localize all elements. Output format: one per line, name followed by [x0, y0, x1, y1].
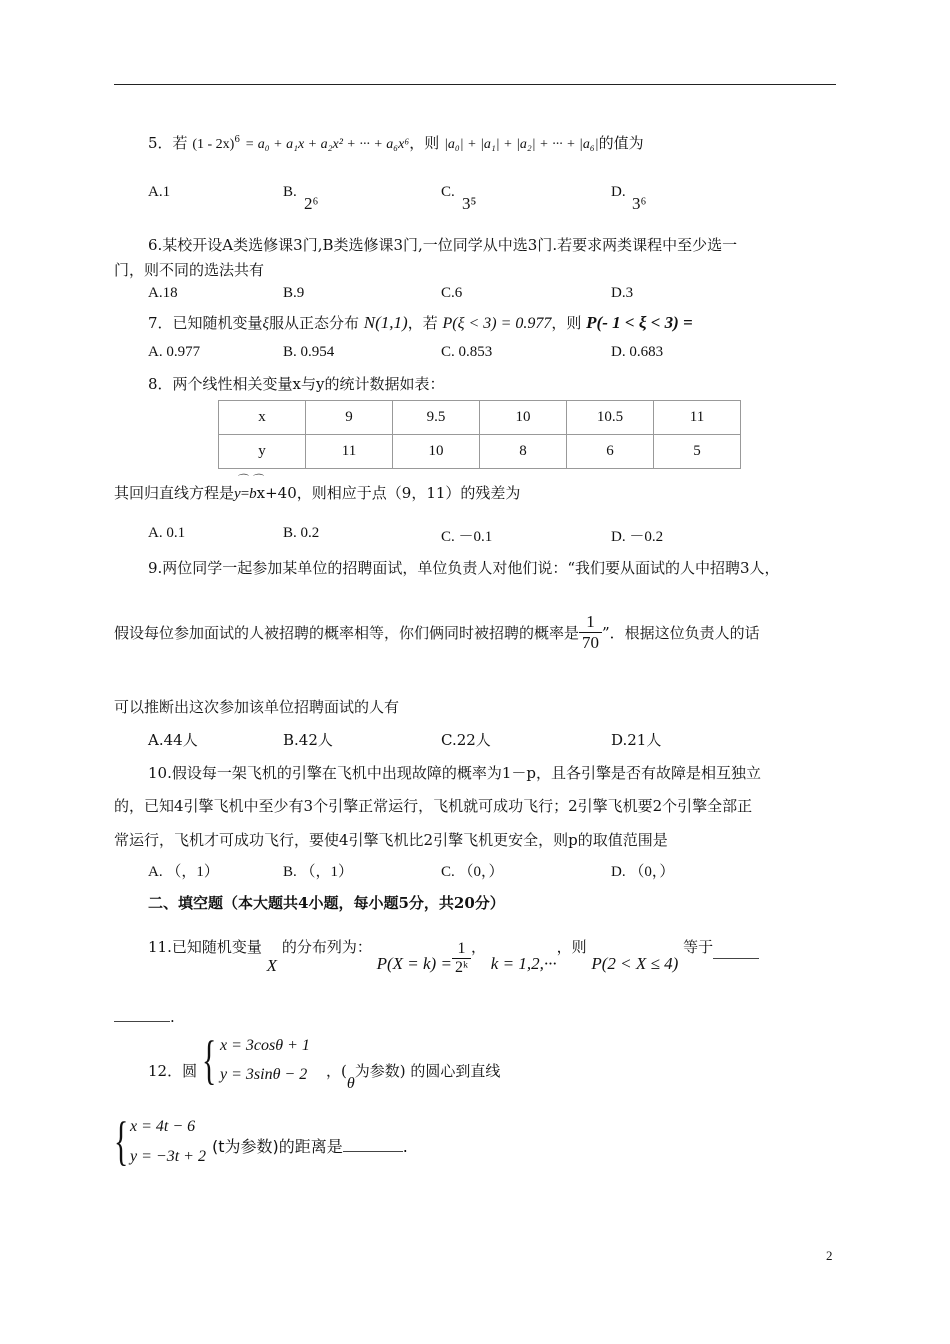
- q8-intro: 8．两个线性相关变量x与y的统计数据如表：: [148, 375, 445, 393]
- q11-continuation: .: [114, 1008, 175, 1026]
- q5-suffix: 的值为: [598, 134, 644, 152]
- q9-line1: 9.两位同学一起参加某单位的招聘面试，单位负责人对他们说：“我们要从面试的人中招聘3人，: [148, 559, 780, 577]
- q5-lhs-exp: 6: [234, 135, 241, 145]
- q8-option-b: B. 0.2: [283, 525, 320, 541]
- q12-param: ，(θ为参数) 的圆心到直线: [326, 1062, 501, 1092]
- q6-option-a: A.18: [148, 285, 178, 301]
- q7-ask: P(- 1 < ξ < 3) =: [586, 313, 693, 332]
- q9-option-a: A.44人: [148, 731, 198, 749]
- table-cell: 10: [393, 435, 480, 469]
- q12-num: 12．圆: [148, 1062, 198, 1080]
- q8-data-table: [218, 400, 741, 469]
- q6-line2: 门，则不同的选法共有: [114, 261, 265, 279]
- q5-line: [148, 132, 644, 153]
- q9-fraction: $\frac{1}{70}$: [579, 612, 602, 653]
- q12-brace-circle: {: [202, 1030, 217, 1090]
- q12-eq2: y = 3sinθ − 2: [220, 1066, 308, 1083]
- page-number: 2: [826, 1248, 833, 1263]
- table-cell: 9: [306, 401, 393, 435]
- q6-option-b: B.9: [283, 285, 305, 301]
- q12-line-eq1: x = 4t − 6: [130, 1118, 196, 1135]
- header-rule: [114, 84, 836, 85]
- q9-option-d: D.21人: [611, 731, 662, 749]
- q10-line1: 10.假设每一架飞机的引擎在飞机中出现故障的概率为1－p，且各引擎是否有故障是相互独立: [148, 764, 762, 782]
- q11-answer-blank-cont: [114, 1021, 170, 1022]
- table-cell: y: [219, 435, 306, 469]
- q10-line2: 的，已知4引擎飞机中至少有3个引擎正常运行，飞机就可成功飞行；2引擎飞机要2个引擎全部正: [114, 797, 753, 815]
- q5-option-d-value: 3⁶: [632, 194, 647, 213]
- q7-option-a: A. 0.977: [148, 344, 201, 360]
- q9-line3: 可以推断出这次参加该单位招聘面试的人有: [114, 698, 400, 716]
- q11-fraction: $\frac{1}{\text{2ᵏ}}$: [452, 940, 471, 977]
- table-cell: x: [219, 401, 306, 435]
- table-cell: 6: [567, 435, 654, 469]
- q12-brace-line: {: [114, 1111, 129, 1171]
- q6-option-d: D.3: [611, 285, 634, 301]
- q8-option-a: A. 0.1: [148, 525, 186, 541]
- q5-option-c-value: 3⁵: [462, 194, 477, 213]
- q7-cond: P(ξ < 3) = 0.977: [442, 315, 552, 332]
- q11-var: X: [266, 955, 278, 975]
- q8-hat-y: ⌒ y: [234, 474, 248, 502]
- q10-option-d: D. （0，）: [611, 864, 675, 880]
- table-cell: 10.5: [567, 401, 654, 435]
- q5-option-a: A.1: [148, 184, 171, 200]
- q10-option-b: B. （，1）: [283, 864, 354, 880]
- q8-regression-line: 其回归直线方程是 ⌒ y= ⌒ bx+40，则相应于点（9，11）的残差为: [114, 474, 521, 502]
- q9-option-c: C.22人: [441, 731, 491, 749]
- table-row: [219, 401, 741, 435]
- table-row: [219, 435, 741, 469]
- q7-option-b: B. 0.954: [283, 344, 335, 360]
- table-cell: 5: [654, 435, 741, 469]
- q7-option-c: C. 0.853: [441, 344, 493, 360]
- q10-line3: 常运行，飞机才可成功飞行，要使4引擎飞机比2引擎飞机更安全，则p的取值范围是: [114, 831, 668, 849]
- table-cell: 10: [480, 401, 567, 435]
- q11-formula-lhs: P(X = k) =: [376, 953, 452, 973]
- q11-answer-blank: [713, 958, 759, 959]
- q12-eq1: x = 3cosθ + 1: [220, 1037, 310, 1054]
- q12-line-text: (t为参数)的距离是 .: [212, 1137, 408, 1156]
- q5-middle: ，则: [409, 134, 440, 152]
- q11-k-range: k = 1,2,···: [490, 953, 557, 973]
- section2-heading: 二、填空题（本大题共4小题，每小题5分，共20分）: [148, 894, 505, 912]
- q7-option-d: D. 0.683: [611, 344, 664, 360]
- q8-hat-b: ⌒ b: [249, 474, 263, 502]
- q10-option-a: A. （，1）: [148, 864, 219, 880]
- q9-line2: 假设每位参加面试的人被招聘的概率相等，你们俩同时被招聘的概率是 $\frac{1}{70}$ ”．根据这位负责人的话: [114, 612, 760, 652]
- q5-option-c: C.: [441, 184, 455, 200]
- q11-line: 11.已知随机变量 X 的分布列为： P(X = k) = $\frac{1}{\text{2ᵏ}}$ ， k = 1,2,···，则 P(2 < X ≤ 4) 等于: [148, 936, 759, 973]
- q12-answer-blank: [343, 1151, 403, 1152]
- q11-ask: P(2 < X ≤ 4): [591, 953, 679, 973]
- q7-line: 7．已知随机变量ξ服从正态分布 N(1,1)，若 P(ξ < 3) = 0.977，则 P(- 1 < ξ < 3) =: [148, 313, 693, 332]
- q5-prefix: 5．若: [148, 134, 188, 152]
- q5-option-b-value: 2⁶: [304, 194, 319, 213]
- q5-option-d: D.: [611, 184, 626, 200]
- q9-option-b: B.42人: [283, 731, 333, 749]
- q5-rhs: = a₀ + a₁x + a₂x² + ··· + a₆x⁶: [244, 137, 410, 152]
- q5-abs-expr: |a₀| + |a₁| + |a₂| + ··· + |a₆|: [444, 137, 599, 152]
- q8-option-d: D. －0.2: [611, 529, 664, 545]
- q7-dist: N(1,1): [363, 313, 408, 332]
- table-cell: 11: [306, 435, 393, 469]
- q12-line-eq2: y = −3t + 2: [130, 1148, 206, 1165]
- table-cell: 11: [654, 401, 741, 435]
- table-cell: 9.5: [393, 401, 480, 435]
- q10-option-c: C. （0，）: [441, 864, 504, 880]
- table-cell: 8: [480, 435, 567, 469]
- q5-lhs: (1 - 2x): [192, 137, 235, 152]
- q6-line1: 6.某校开设A类选修课3门,B类选修课3门,一位同学从中选3门.若要求两类课程中至少选一: [148, 236, 738, 254]
- q5-option-b: B.: [283, 184, 297, 200]
- q6-option-c: C.6: [441, 285, 463, 301]
- q8-option-c: C. －0.1: [441, 529, 493, 545]
